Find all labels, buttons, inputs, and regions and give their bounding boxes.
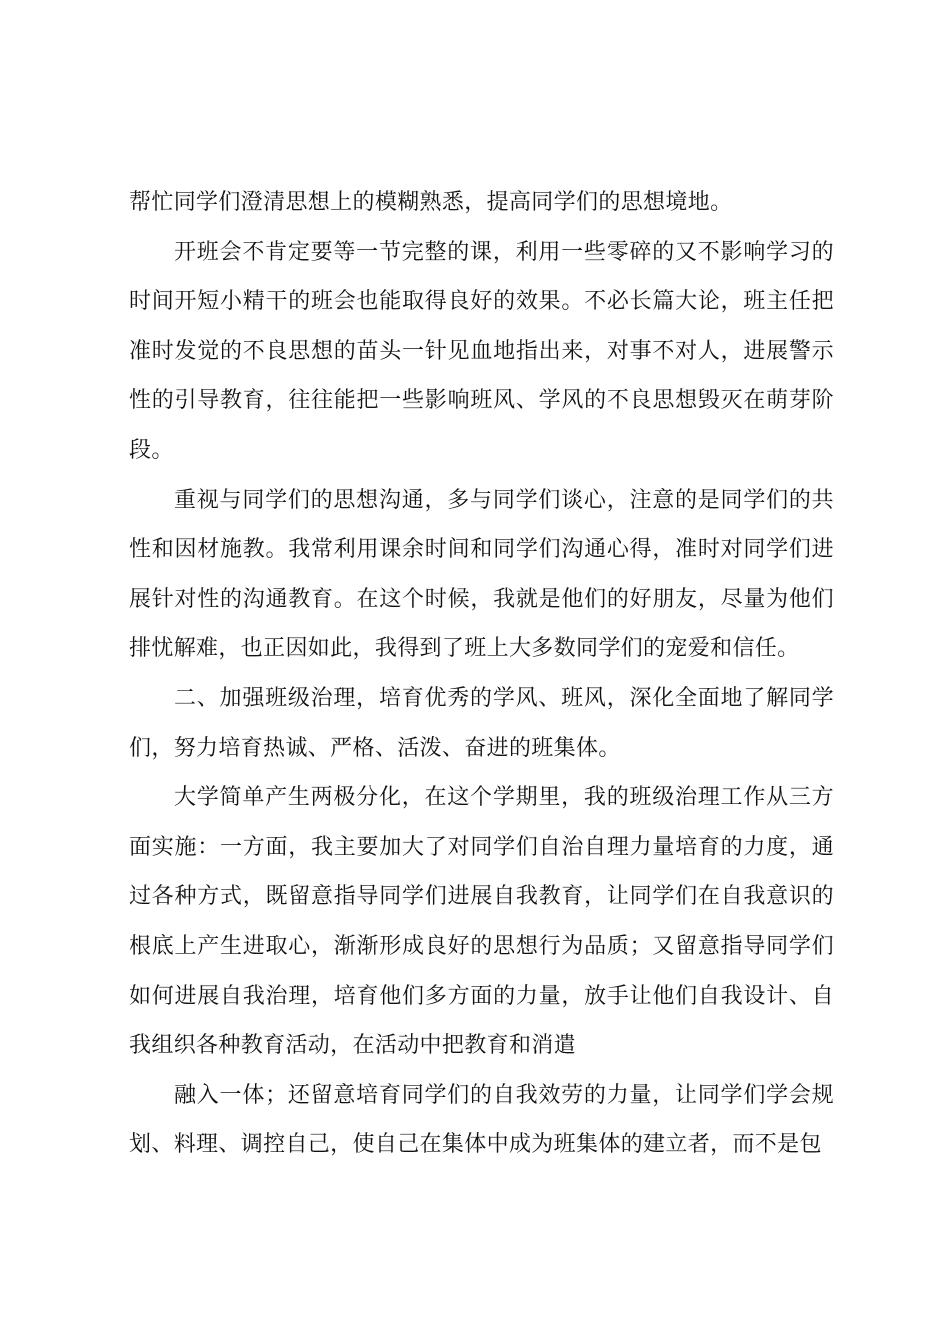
paragraph-5: 大学简单产生两极分化，在这个学期里，我的班级治理工作从三方面实施：一方面，我主要加大了对同学们自治自理力量培育的力度，通过各种方式，既留意指导同学们进展自我教育，让同学们在自我意识的根底上产生进取心，渐渐形成良好的思想行为品质；又留意指导同学们如何进展自我治理，培育他们多方面的力量，放手让他们自我设计、自我组织各种教育活动，在活动中把教育和消遣 (129, 785, 834, 1059)
paragraph-2: 开班会不肯定要等一节完整的课，利用一些零碎的又不影响学习的时间开短小精干的班会也能取得良好的效果。不必长篇大论，班主任把准时发觉的不良思想的苗头一针见血地指出来，对事不对人，进展警示性的引导教育，往往能把一些影响班风、学风的不良思想毁灭在萌芽阶段。 (129, 239, 834, 463)
paragraph-6: 融入一体；还留意培育同学们的自我效劳的力量，让同学们学会规划、料理、调控自己，使自己在集体中成为班集体的建立者，而不是包 (129, 1082, 834, 1158)
paragraph-1: 帮忙同学们澄清思想上的模糊熟悉，提高同学们的思想境地。 (129, 190, 733, 215)
document-body (129, 178, 834, 1170)
paragraph-3: 重视与同学们的思想沟通，多与同学们谈心，注意的是同学们的共性和因材施教。我常利用课余时间和同学们沟通心得，准时对同学们进展针对性的沟通教育。在这个时候，我就是他们的好朋友，尽量为他们排忧解难，也正因如此，我得到了班上大多数同学们的宠爱和信任。 (129, 487, 834, 662)
paragraph-4: 二、加强班级治理，培育优秀的学风、班风，深化全面地了解同学们，努力培育热诚、严格、活泼、奋进的班集体。 (129, 685, 834, 761)
